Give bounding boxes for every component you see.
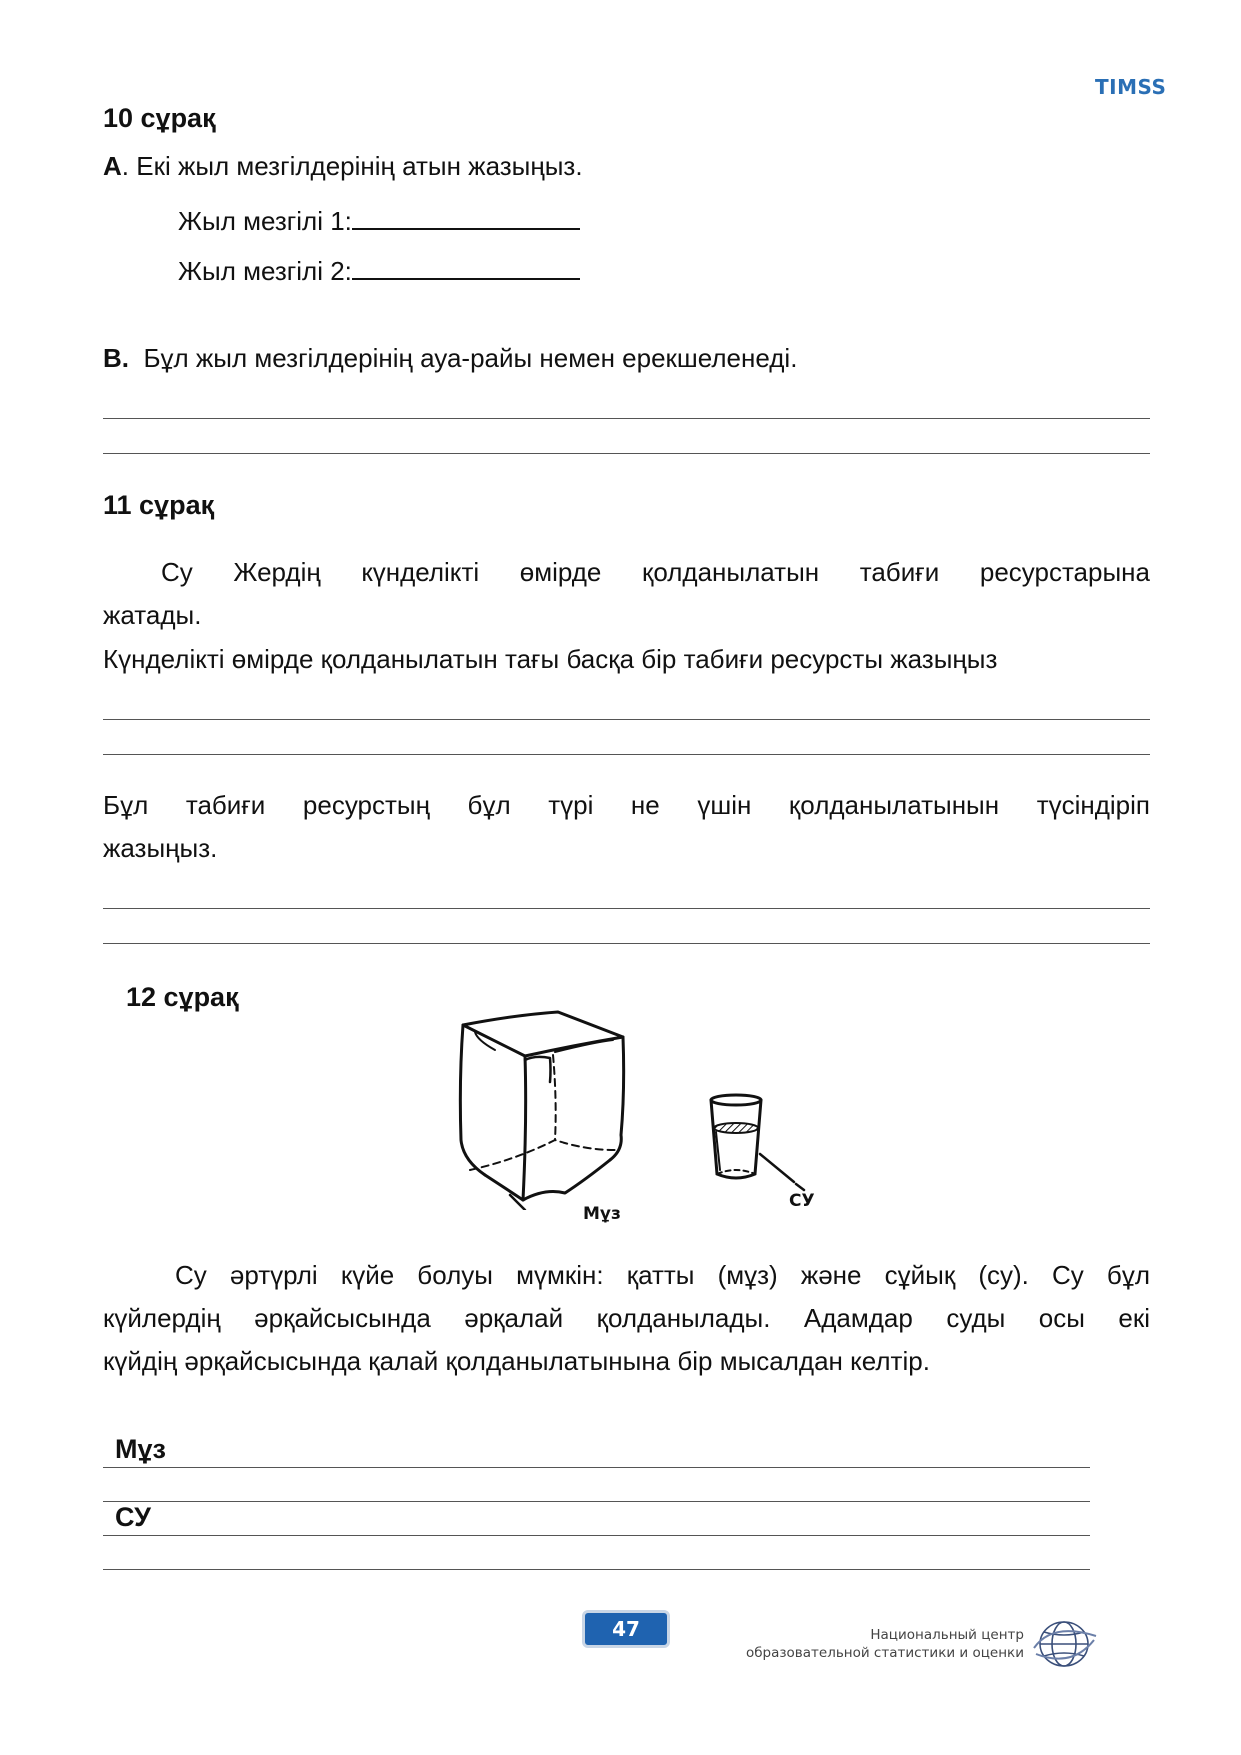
answer-line[interactable] (103, 754, 1150, 755)
footer-org-name (700, 1626, 1024, 1662)
question-11-para-1-line-1: Су Жердің күнделікті өмірде қолданылатын табиғи ресурстарына (161, 557, 1150, 587)
question-10-title: 10 сұрақ (103, 103, 216, 133)
page-number: 47 (582, 1610, 670, 1648)
ice-cube-illustration (455, 1010, 635, 1210)
season-2-row (178, 250, 580, 293)
globe-logo-icon (1032, 1618, 1098, 1670)
answer-line[interactable] (103, 1569, 1090, 1570)
answer-line-water[interactable] (103, 1535, 1090, 1536)
season-1-row (178, 200, 580, 243)
season-1-blank[interactable] (352, 202, 580, 230)
question-11-para-1-line-2: жатады. (103, 600, 202, 630)
answer-water-label: СУ (115, 1502, 151, 1532)
answer-line[interactable] (103, 719, 1150, 720)
part-b-text: Бұл жыл мезгілдерінің ауа-райы немен ерекшеленеді. (143, 343, 798, 373)
part-b-letter: В. (103, 343, 129, 373)
answer-line[interactable] (103, 418, 1150, 419)
question-12-title: 12 сұрақ (126, 982, 239, 1012)
answer-line[interactable] (103, 453, 1150, 454)
season-2-blank[interactable] (352, 252, 580, 280)
answer-line[interactable] (103, 1501, 1090, 1502)
question-11-para-3-line-1: Бұл табиғи ресурстың бұл түрі не үшін қолданылатынын түсіндіріп (103, 790, 1150, 820)
question-11-para-3-line-2: жазыңыз. (103, 833, 218, 863)
answer-line[interactable] (103, 908, 1150, 909)
water-caption: СУ (789, 1191, 815, 1211)
part-a-letter: А (103, 151, 122, 181)
season-1-label: Жыл мезгілі 1: (178, 206, 352, 236)
answer-line[interactable] (103, 943, 1150, 944)
question-10-part-b (103, 337, 797, 380)
answer-line-ice[interactable] (103, 1467, 1090, 1468)
question-11-para-2: Күнделікті өмірде қолданылатын тағы басқа бір табиғи ресурсты жазыңыз (103, 644, 998, 674)
water-glass-illustration (708, 1092, 818, 1202)
question-11-title: 11 сұрақ (103, 490, 215, 520)
question-12-para-line-1: Су әртүрлі күйе болуы мүмкін: қатты (мұз) және сұйық (су). Су бұл (175, 1260, 1150, 1290)
question-12-para-line-2: күйлердің әрқайсысында әрқалай қолданылады. Адамдар суды осы екі (103, 1303, 1150, 1333)
footer-org-line-2: образовательной статистики и оценки (745, 1645, 1024, 1661)
ice-caption: Мұз (583, 1204, 621, 1224)
question-10-part-a (103, 145, 583, 188)
footer-org-line-1: Национальный центр (870, 1627, 1024, 1643)
header-tag: TIMSS (1095, 75, 1167, 99)
part-a-text: . Екі жыл мезгілдерінің атын жазыңыз. (121, 151, 583, 181)
season-2-label: Жыл мезгілі 2: (178, 256, 352, 286)
question-12-para-line-3: күйдің әрқайсысында қалай қолданылатынына бір мысалдан келтір. (103, 1346, 930, 1376)
answer-ice-label: Мұз (115, 1434, 166, 1464)
